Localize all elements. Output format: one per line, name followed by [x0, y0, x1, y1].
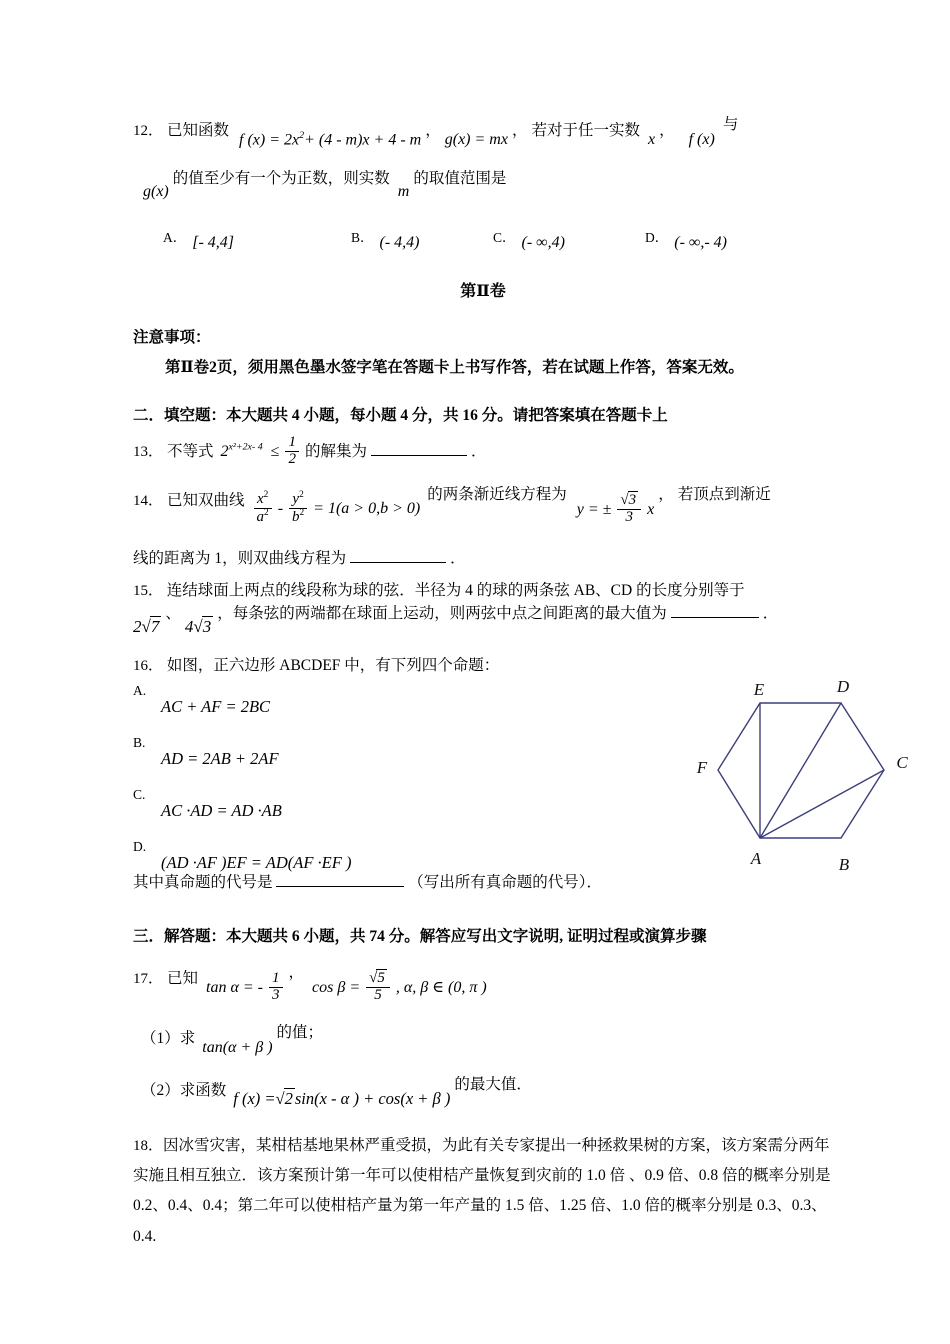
question-14-eq-tail: = 1(a > 0,b > 0): [313, 499, 421, 517]
question-13-power: [221, 443, 267, 460]
question-13: [133, 436, 486, 469]
question-12-stem-a: 已知函数: [167, 122, 230, 139]
tan-numerator: 1: [272, 970, 280, 986]
x-symbol: x: [256, 491, 264, 507]
vertex-label-F: F: [696, 758, 708, 777]
question-12-stem-c: 与: [722, 116, 739, 133]
question-17-cos-expression: [312, 972, 487, 1005]
question-12-number: 12．: [133, 123, 164, 139]
section-3-heading: 三．解答题：本大题共 6 小题，共 74 分。解答应写出文字说明, 证明过程或演算步骤: [133, 928, 707, 945]
question-12-stem-d: 的值至少有一个为正数，则实数: [172, 170, 390, 187]
proposition-a-label: A.: [133, 683, 147, 698]
question-14-asymptote: [577, 494, 655, 527]
question-16-head: [133, 653, 499, 675]
asymptote-var: x: [647, 500, 655, 518]
question-14-text-c: 若顶点到渐近: [677, 485, 771, 503]
question-13-number: 13．: [133, 443, 164, 460]
question-14-period: ．: [450, 550, 466, 567]
question-15-period: ．: [762, 605, 779, 622]
question-14-x-fraction: [254, 491, 272, 526]
question-14-y-den: $b^2$: [289, 508, 307, 526]
option-b-label: B．: [351, 230, 374, 245]
question-12-var-x: x: [647, 131, 656, 148]
b-symbol: b: [292, 508, 300, 525]
cos-denominator: 5: [366, 987, 390, 1004]
proposition-a-value: AC + AF = 2BC: [161, 697, 271, 716]
sqrt-5-value: 5: [377, 970, 385, 986]
cos-numerator: [366, 971, 390, 987]
question-12-var-m: m: [397, 183, 410, 200]
hexagon-figure: [688, 670, 923, 880]
question-17-domain: , α, β ∈ (0, π ): [395, 978, 487, 996]
question-14-equation: $\frac{x^2}{a^2}$ - $\frac{y^2}{b^2}$ = 1(a > 0,b > 0): [252, 492, 421, 527]
question-14-x-den: $a^2$: [254, 508, 272, 526]
value-2-coefficient: 4: [184, 617, 194, 636]
tan-fraction: [269, 971, 283, 1004]
question-14-number: 14．: [133, 492, 164, 509]
question-12-formula-f2: f (x): [688, 131, 715, 148]
question-13-answer-blank[interactable]: [371, 440, 467, 456]
question-13-exponent: x²+2x- 4: [228, 441, 263, 453]
formula-f-rest: + (4 - m)x + 4 - m: [304, 131, 422, 148]
formula-f-base: f (x) = 2x: [239, 131, 300, 148]
value-1-coefficient: 2: [133, 617, 142, 636]
question-14-line2-text: 线的距离为 1，则双曲线方程为: [133, 550, 347, 567]
sqrt-3-icon: √3: [620, 492, 637, 508]
sqrt-2-icon: √2: [275, 1089, 293, 1108]
question-17-comma: ，: [288, 963, 305, 981]
question-14-answer-blank[interactable]: [350, 547, 446, 563]
question-14-line-2: [133, 546, 466, 568]
question-13-text-a: 不等式: [167, 442, 214, 460]
option-d[interactable]: [645, 226, 727, 251]
question-15-number: 15．: [133, 583, 164, 599]
option-a[interactable]: [163, 226, 235, 251]
sqrt-2-value: 2: [284, 1089, 293, 1108]
question-15-separator: 、: [165, 605, 181, 622]
sqrt-7-value: 7: [150, 617, 160, 636]
question-13-base: 2: [220, 442, 229, 460]
question-13-relation: ≤: [270, 442, 280, 460]
question-13-numerator: 1: [288, 434, 296, 450]
page-section-label: 第Ⅱ卷: [460, 283, 506, 300]
notice-title: 注意事项：: [133, 329, 211, 346]
hexagon-svg: [688, 670, 923, 880]
question-15-line-1: [133, 578, 745, 600]
option-d-label: D．: [645, 230, 669, 245]
vertex-label-B: B: [838, 855, 850, 874]
proposition-d-label: D.: [133, 839, 147, 854]
question-17-tan-expression: [206, 972, 284, 1005]
sqrt-3-icon-2: √3: [193, 617, 212, 636]
asymptote-fraction: [617, 493, 641, 526]
option-c[interactable]: [493, 226, 565, 251]
question-16-tail-a: 其中真命题的代号是: [133, 874, 273, 891]
question-12-comma-2: ，: [511, 122, 528, 139]
asymptote-num: [617, 493, 641, 509]
question-18: [133, 1131, 833, 1252]
question-14-line-1: [133, 484, 771, 525]
question-15-text-line2: ，每条弦的两端都在球面上运动，则两弦中点之间距离的最大值为: [217, 605, 667, 622]
proposition-c-value: AC ·AD = AD ·AB: [161, 801, 282, 820]
question-12-formula-g: g(x) = mx: [444, 131, 508, 148]
sqrt-7-icon: √7: [141, 617, 160, 636]
question-16: [133, 653, 499, 885]
question-16-tail: [133, 870, 602, 892]
asymptote-lhs: y = ±: [576, 500, 612, 518]
question-16-number: 16．: [133, 658, 164, 674]
question-18-body: 因冰雪灾害，某柑桔基地果林严重受损，为此有关专家提出一种拯救果树的方案，该方案需分两年实施且相互独立．该方案预计第一年可以使柑桔产量恢复到灾前的 1.0 倍 、0.9 倍、0.8 倍的概率分别是 0.2、0.4、0.4；第二年可以使柑桔产量为第一年产量的 1.5 倍、1.25 倍、1.0 倍的概率分别是 0.3、0.3、0.4.: [133, 1137, 831, 1245]
hexagon-edges: [718, 703, 884, 838]
option-b-value: (- 4,4): [379, 234, 420, 251]
proposition-d-value: (AD ·AF )EF = AD(AF ·EF ): [161, 853, 352, 872]
question-14-y-num: $y^2$: [292, 490, 304, 507]
proposition-a: [133, 683, 499, 729]
y-symbol: y: [292, 491, 300, 507]
sqrt-5-icon: √5: [369, 970, 385, 986]
part-2-expression: [233, 1089, 450, 1109]
option-a-value: [- 4,4]: [192, 234, 235, 251]
question-15-value-2: [185, 617, 213, 637]
question-17-part-1: [141, 1024, 324, 1056]
diagonal-AD: [760, 703, 841, 838]
part-1-expression: tan(α + β ): [202, 1039, 273, 1056]
option-c-value: (- ∞,4): [521, 234, 565, 251]
question-13-text-b: 的解集为: [304, 442, 367, 460]
proposition-b: [133, 735, 499, 781]
proposition-b-value: AD = 2AB + 2AF: [161, 749, 279, 768]
question-17-part-2: [141, 1076, 532, 1108]
question-17: [133, 963, 487, 1003]
question-12-comma-3: ，: [659, 122, 675, 139]
part-1-label: （1）求: [141, 1030, 196, 1047]
sqrt-3-value: 3: [628, 492, 637, 508]
question-12-line-2: [143, 170, 507, 200]
question-12-formula-f: [239, 130, 421, 149]
vertex-label-D: D: [836, 677, 850, 696]
question-12-stem-e: 的取值范围是: [413, 170, 507, 187]
question-16-head-text: 如图，正六边形 ABCDEF 中，有下列四个命题：: [166, 657, 500, 674]
tan-denominator: 3: [269, 987, 283, 1004]
cos-fraction: [366, 971, 390, 1004]
sqrt-3-value-2: 3: [202, 617, 212, 636]
question-14-text-b: 的两条渐近线方程为: [427, 485, 567, 503]
part-2-expr-b: sin(x - α ) + cos(x + β ): [294, 1089, 451, 1108]
part-2-tail: 的最大值．: [454, 1076, 532, 1093]
option-b[interactable]: [351, 226, 420, 251]
vertex-label-C: C: [896, 753, 908, 772]
question-14-y-fraction: [289, 491, 307, 526]
question-14-x-num: $x^2$: [256, 490, 269, 507]
diagonal-AC: [760, 770, 884, 838]
asymptote-den: 3: [617, 509, 641, 526]
proposition-c: [133, 787, 499, 833]
proposition-c-label: C.: [133, 787, 146, 802]
proposition-b-label: B.: [133, 735, 146, 750]
question-12-formula-g2: g(x): [143, 183, 169, 200]
question-14-text-a: 已知双曲线: [167, 491, 245, 509]
question-18-number: 18．: [133, 1138, 164, 1154]
part-2-expr-a: f (x) =: [233, 1089, 276, 1108]
cos-lhs: cos β =: [312, 978, 361, 996]
question-16-answer-blank[interactable]: [276, 871, 404, 887]
question-15-line-2: [133, 605, 779, 636]
question-14-comma: ，: [658, 485, 674, 503]
part-2-label: （2）求函数: [141, 1082, 227, 1099]
vertex-label-A: A: [750, 849, 762, 868]
option-c-label: C．: [493, 230, 516, 245]
question-13-denominator: 2: [285, 451, 299, 468]
question-12-stem-b: 若对于任一实数: [531, 122, 640, 139]
section-2-heading: 二．填空题：本大题共 4 小题，每小题 4 分，共 16 分。请把答案填在答题卡上: [133, 407, 668, 424]
notice-body: 第Ⅱ卷2页，须用黑色墨水签字笔在答题卡上书写作答，若在试题上作答，答案无效。: [165, 359, 744, 376]
vertex-label-E: E: [753, 680, 765, 699]
option-d-value: (- ∞,- 4): [674, 234, 727, 251]
question-15-answer-blank[interactable]: [671, 602, 759, 618]
question-13-fraction: [285, 435, 299, 468]
part-1-tail: 的值；: [276, 1024, 324, 1041]
question-12-comma-1: ，: [425, 122, 441, 139]
question-12-line-1: [133, 116, 739, 148]
question-15-value-1: [133, 617, 161, 637]
question-15-text-line1: 连结球面上两点的线段称为球的弦．半径为 4 的球的两条弦 AB、CD 的长度分别等于: [166, 582, 745, 599]
question-17-text-a: 已知: [167, 969, 199, 987]
formula-f-exponent: 2: [299, 129, 305, 141]
tan-lhs: tan α = -: [206, 978, 263, 996]
question-17-number: 17．: [133, 970, 164, 987]
option-a-label: A．: [163, 230, 187, 245]
question-16-tail-b: （写出所有真命题的代号）．: [408, 874, 603, 891]
question-13-period: ．: [470, 442, 487, 460]
a-symbol: a: [256, 508, 265, 525]
